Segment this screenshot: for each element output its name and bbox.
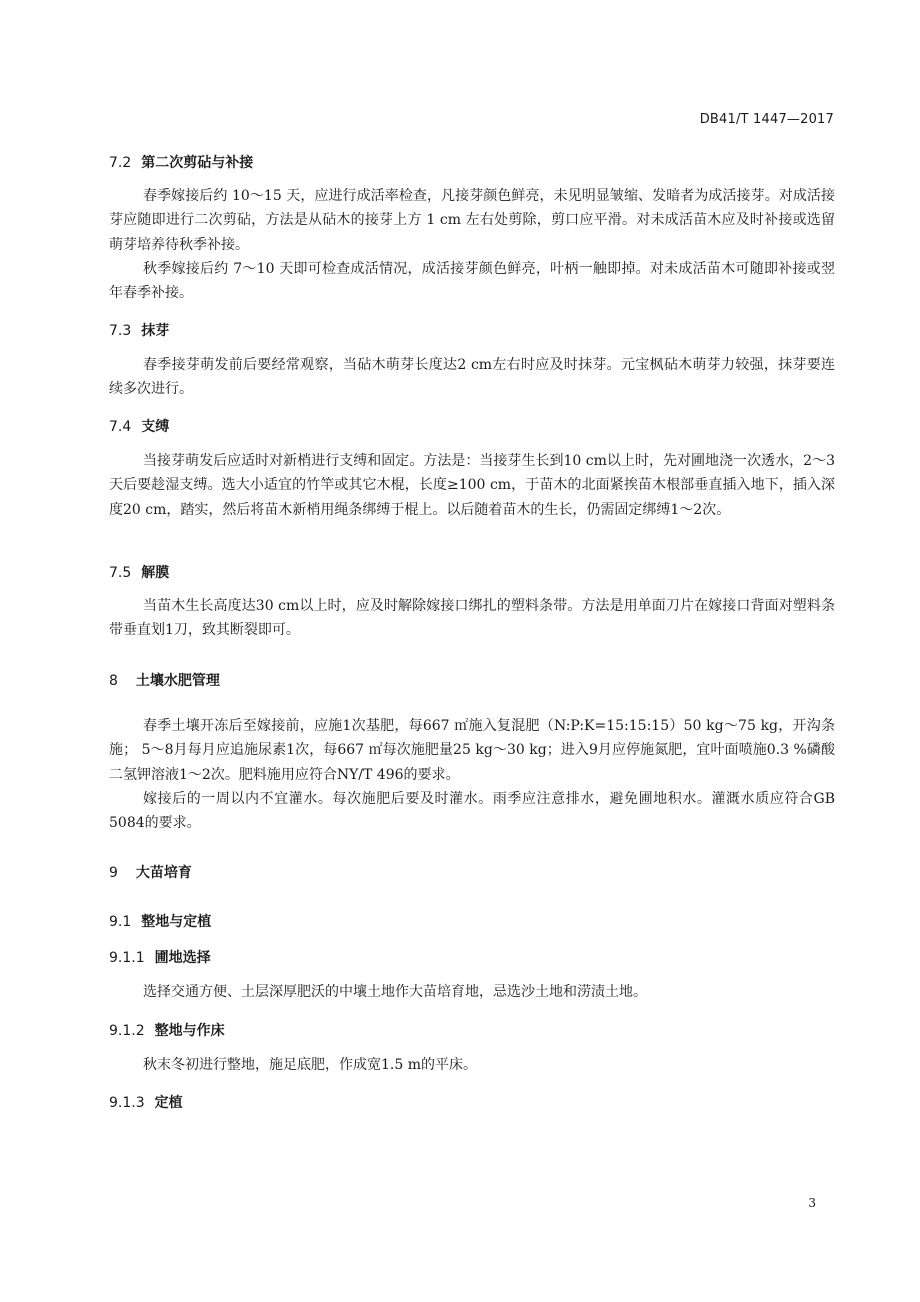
heading-9-1-3 [109, 1092, 183, 1112]
heading-title: 整地与作床 [154, 1023, 225, 1039]
heading-number: 7.4 [109, 419, 132, 435]
heading-number: 7.2 [109, 155, 132, 171]
paragraph: 春季土壤开冻后至嫁接前，应施1次基肥，每667 ㎡施入复混肥（N:P:K=15:15:15）50 kg～75 kg，开沟条施； 5～8月每月应追施尿素1次，每667 ㎡每次施肥量25 kg～30 kg；进入9月应停施氮肥，宜叶面喷施0.3 %磷酸二氢钾溶液1～2次。肥料施用应符合NY/T 496的要求。 [109, 718, 835, 783]
heading-8 [109, 670, 220, 690]
paragraph: 春季嫁接后约 10～15 天，应进行成活率检查，凡接芽颜色鲜亮，未见明显皱缩、发暗者为成活接芽。对成活接芽应随即进行二次剪砧，方法是从砧木的接芽上方 1 cm 左右处剪除，剪口应平滑。对未成活苗木应及时补接或选留萌芽培养待秋季补接。 [109, 188, 835, 253]
heading-number: 9 [109, 865, 118, 881]
heading-7-5 [109, 562, 169, 582]
heading-title: 解膜 [141, 565, 170, 581]
heading-9-1-1 [109, 947, 211, 967]
heading-title: 整地与定植 [141, 914, 212, 930]
paragraph: 秋末冬初进行整地，施足底肥，作成宽1.5 m的平床。 [143, 1057, 477, 1073]
paragraph: 嫁接后的一周以内不宜灌水。每次施肥后要及时灌水。雨季应注意排水，避免圃地积水。灌溉水质应符合GB 5084的要求。 [109, 791, 835, 832]
heading-title: 支缚 [141, 419, 170, 435]
heading-title: 土壤水肥管理 [135, 673, 220, 689]
paragraph: 当苗木生长高度达30 cm以上时，应及时解除嫁接口绑扎的塑料条带。方法是用单面刀片在嫁接口背面对塑料条带垂直划1刀，致其断裂即可。 [109, 598, 835, 639]
heading-7-2 [109, 152, 253, 172]
heading-number: 7.5 [109, 565, 132, 581]
paragraph: 春季接芽萌发前后要经常观察，当砧木萌芽长度达2 cm左右时应及时抹芽。元宝枫砧木萌芽力较强，抹芽要连续多次进行。 [109, 357, 835, 398]
heading-title: 第二次剪砧与补接 [141, 155, 254, 171]
heading-9-1 [109, 911, 211, 931]
heading-number: 8 [109, 673, 118, 689]
heading-7-3 [109, 320, 169, 340]
standard-code: DB41/T 1447—2017 [699, 112, 834, 127]
page-number: 3 [808, 1196, 816, 1210]
heading-number: 9.1 [109, 914, 132, 930]
heading-number: 9.1.3 [109, 1095, 145, 1111]
heading-title: 抹芽 [141, 323, 170, 339]
paragraph: 当接芽萌发后应适时对新梢进行支缚和固定。方法是：当接芽生长到10 cm以上时，先对圃地浇一次透水，2～3天后要趁湿支缚。选大小适宜的竹竿或其它木棍，长度≥100 cm，于苗木的北面紧挨苗木根部垂直插入地下，插入深度20 cm，踏实，然后将苗木新梢用绳条绑缚于棍上。以后随着苗木的生长，仍需固定绑缚1～2次。 [109, 453, 835, 518]
heading-number: 7.3 [109, 323, 132, 339]
heading-9-1-2 [109, 1020, 225, 1040]
heading-number: 9.1.1 [109, 950, 145, 966]
paragraph: 秋季嫁接后约 7～10 天即可检查成活情况，成活接芽颜色鲜亮，叶柄一触即掉。对未成活苗木可随即补接或翌年春季补接。 [109, 261, 835, 302]
heading-9 [109, 862, 192, 882]
paragraph: 选择交通方便、土层深厚肥沃的中壤土地作大苗培育地，忌选沙土地和涝渍土地。 [143, 984, 647, 1000]
heading-title: 定植 [154, 1095, 183, 1111]
heading-number: 9.1.2 [109, 1023, 145, 1039]
heading-7-4 [109, 416, 169, 436]
heading-title: 大苗培育 [135, 865, 192, 881]
heading-title: 圃地选择 [154, 950, 211, 966]
